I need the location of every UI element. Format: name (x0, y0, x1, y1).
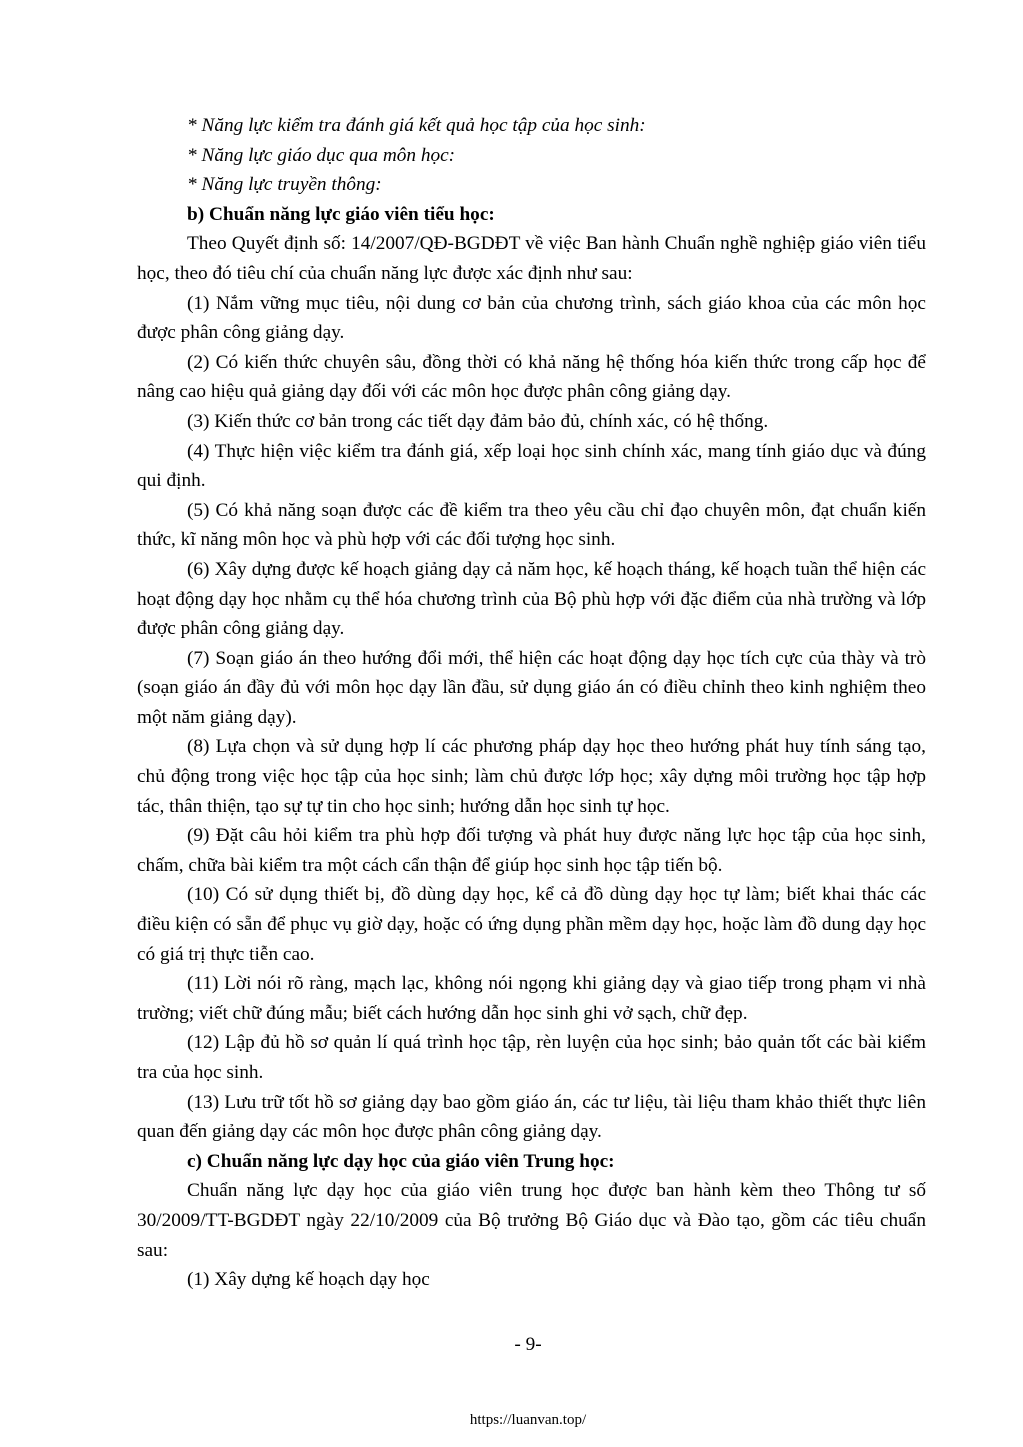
paragraph-item-5: (5) Có khả năng soạn được các đề kiểm tra theo yêu cầu chỉ đạo chuyên môn, đạt chuẩn kiến thức, kĩ năng môn học và phù hợp với các đối tượng học sinh. (137, 499, 926, 551)
section-heading-primary-teacher: b) Chuẩn năng lực giáo viên tiểu học: (187, 203, 495, 225)
paragraph-item-7: (7) Soạn giáo án theo hướng đổi mới, thể hiện các hoạt động dạy học tích cực của thày và trò (soạn giáo án đầy đủ với môn học dạy lần đầu, sử dụng giáo án có điều chỉnh theo kinh nghiệm theo một năm giảng dạy). (137, 647, 926, 728)
paragraph-decision-intro: Theo Quyết định số: 14/2007/QĐ-BGDĐT về việc Ban hành Chuẩn nghề nghiệp giáo viên tiểu học, theo đó tiêu chí của chuẩn năng lực được xác định như sau: (137, 233, 926, 284)
paragraph-item-10: (10) Có sử dụng thiết bị, đồ dùng dạy học, kể cả đồ dùng dạy học tự làm; biết khai thác các điều kiện có sẵn để phục vụ giờ dạy, hoặc có ứng dụng phần mềm dạy học, hoặc làm đồ dung dạy học có giá trị thực tiễn cao. (137, 884, 926, 965)
document-body (137, 111, 926, 1295)
section-heading-secondary-teacher: c) Chuẩn năng lực dạy học của giáo viên Trung học: (187, 1150, 615, 1172)
paragraph-circular-intro: Chuẩn năng lực dạy học của giáo viên trung học được ban hành kèm theo Thông tư số 30/2009/TT-BGDĐT ngày 22/10/2009 của Bộ trưởng Bộ Giáo dục và Đào tạo, gồm các tiêu chuẩn sau: (137, 1180, 926, 1261)
paragraph-item-11: (11) Lời nói rõ ràng, mạch lạc, không nói ngọng khi giảng dạy và giao tiếp trong phạm vi nhà trường; viết chữ đúng mẫu; biết cách hướng dẫn học sinh ghi vở sạch, chữ đẹp. (137, 973, 926, 1024)
page-number: - 9- (514, 1334, 542, 1355)
paragraph-criterion-subject-education: * Năng lực giáo dục qua môn học: (187, 144, 456, 166)
paragraph-item-3: (3) Kiến thức cơ bản trong các tiết dạy đảm bảo đủ, chính xác, có hệ thống. (187, 410, 769, 432)
paragraph-item-2: (2) Có kiến thức chuyên sâu, đồng thời có khả năng hệ thống hóa kiến thức trong cấp học để nâng cao hiệu quả giảng dạy đối với các môn học được phân công giảng dạy. (137, 351, 926, 403)
paragraph-item-1: (1) Nắm vững mục tiêu, nội dung cơ bản của chương trình, sách giáo khoa của các môn học được phân công giảng dạy. (137, 292, 926, 344)
paragraph-item-4: (4) Thực hiện việc kiểm tra đánh giá, xếp loại học sinh chính xác, mang tính giáo dục và đúng qui định. (137, 440, 926, 492)
paragraph-item-9: (9) Đặt câu hỏi kiểm tra phù hợp đối tượng và phát huy được năng lực học tập của học sinh, chấm, chữa bài kiểm tra một cách cẩn thận để giúp học sinh học tập tiến bộ. (137, 825, 926, 876)
paragraph-item-13: (13) Lưu trữ tốt hồ sơ giảng dạy bao gồm giáo án, các tư liệu, tài liệu tham khảo thiết thực liên quan đến giảng dạy các môn học được phân công giảng dạy. (137, 1091, 926, 1143)
paragraph-criterion-communication: * Năng lực truyền thông: (187, 174, 382, 196)
footer-url-link[interactable]: https://luanvan.top/ (469, 1412, 587, 1428)
paragraph-item-8: (8) Lựa chọn và sử dụng hợp lí các phương pháp dạy học theo hướng phát huy tính sáng tạo, chủ động trong việc học tập của học sinh; làm chủ được lớp học; xây dựng môi trường học tập hợp tác, thân thiện, tạo sự tự tin cho học sinh; hướng dẫn học sinh tự học. (137, 736, 926, 817)
paragraph-item-12: (12) Lập đủ hồ sơ quản lí quá trình học tập, rèn luyện của học sinh; bảo quản tốt các bài kiểm tra của học sinh. (137, 1032, 926, 1083)
paragraph-item-6: (6) Xây dựng được kế hoạch giảng dạy cả năm học, kế hoạch tháng, kế hoạch tuần thể hiện các hoạt động dạy học nhằm cụ thể hóa chương trình của Bộ phù hợp với đặc điểm của nhà trường và lớp được phân công giảng dạy. (137, 558, 926, 640)
paragraph-standard-1: (1) Xây dựng kế hoạch dạy học (187, 1269, 430, 1291)
paragraph-criterion-assessment: * Năng lực kiểm tra đánh giá kết quả học tập của học sinh: (187, 115, 646, 136)
